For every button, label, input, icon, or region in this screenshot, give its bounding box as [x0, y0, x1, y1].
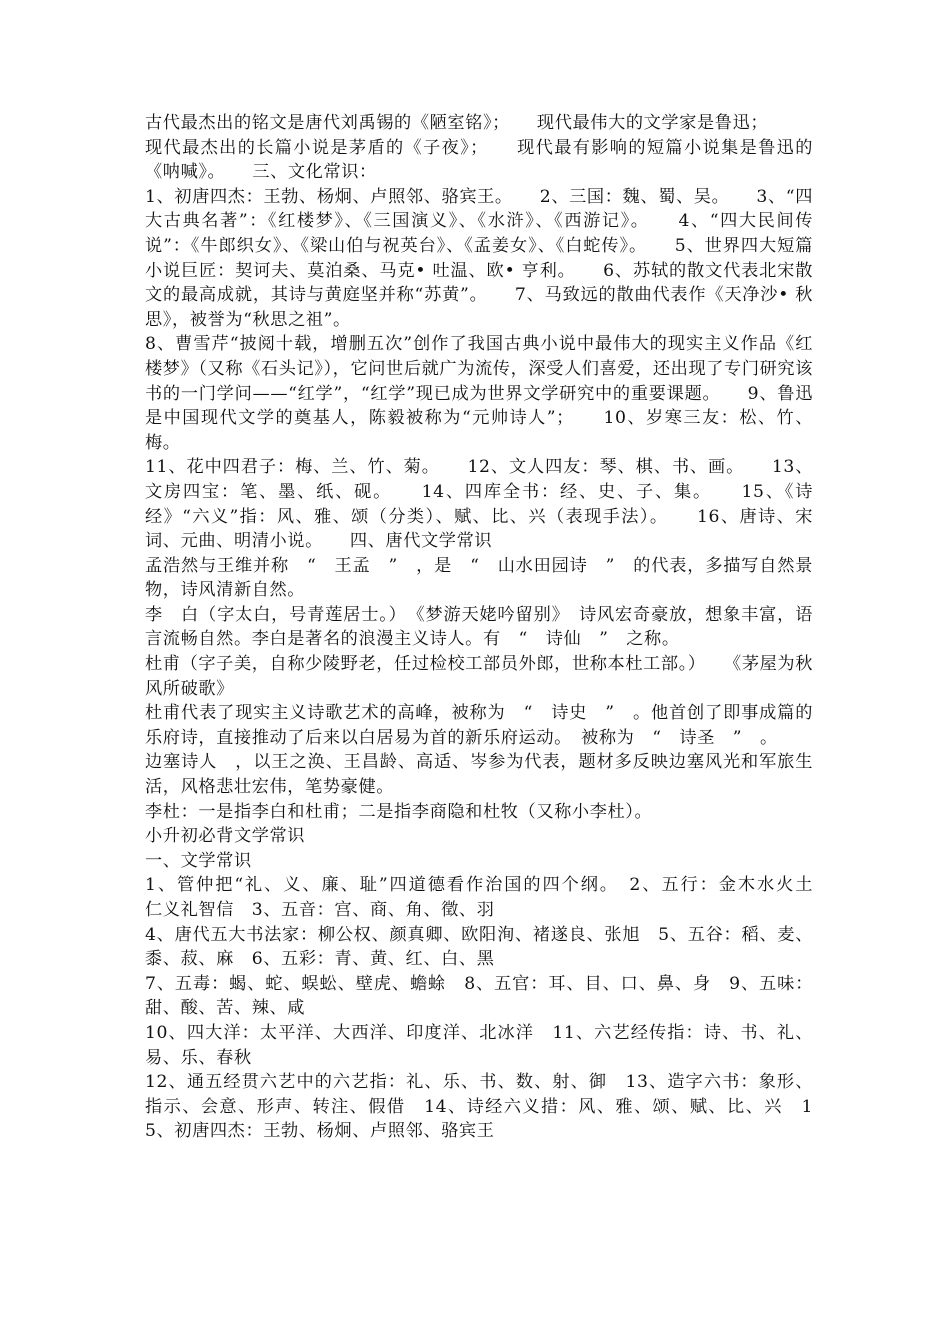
paragraph-du-fu-intro: 杜甫（字子美，自称少陵野老，任过检校工部员外郎，世称本杜工部。） 《茅屋为秋风所破歌》: [145, 654, 813, 699]
paragraph-cultural-knowledge-3: 11、花中四君子：梅、兰、竹、菊。 12、文人四友：琴、棋、书、画。 13、文房四宝：笔、墨、纸、砚。 14、四库全书：经、史、子、集。 15、《诗经》“六义”指：风、雅、颂（分类）、赋、比、兴（表现手法）。 16、唐诗、宋词、元曲、明清小说。 四、唐代文学常识: [145, 457, 813, 552]
list-paragraph-1: 1、管仲把“礼、义、廉、耻”四道德看作治国的四个纲。 2、五行：金木水火土 仁义礼智信 3、五音：宫、商、角、徵、羽: [145, 875, 920, 920]
subsection-heading: 一、文学常识: [145, 850, 252, 871]
document-body: [145, 111, 920, 1144]
paragraph-cultural-knowledge-2: 8、曹雪芹“披阅十载，增删五次”创作了我国古典小说中最伟大的现实主义作品《红楼梦》（又称《石头记》），它问世后就广为流传，深受人们喜爱，还出现了专门研究该书的一门学问——“红学”，“红学”现已成为世界文学研究中的重要课题。 9、鲁迅是中国现代文学的奠基人，陈毅被称为“元帅诗人”； 10、岁寒三友：松、竹、梅。: [145, 334, 813, 453]
paragraph-modern-novel: 现代最杰出的长篇小说是茅盾的《子夜》； 现代最有影响的短篇小说集是鲁迅的《呐喊》。 三、文化常识：: [145, 137, 813, 183]
paragraph-cultural-knowledge-1: 1、初唐四杰：王勃、杨炯、卢照邻、骆宾王。 2、三国：魏、蜀、吴。 3、“四大古典名著”：《红楼梦》、《三国演义》、《水浒》、《西游记》。 4、“四大民间传说”：《牛郎织女》、《梁山伯与祝英台》、《孟姜女》、《白蛇传》。 5、世界四大短篇小说巨匠：契诃夫、莫泊桑、马克• 吐温、欧• 亨利。 6、苏轼的散文代表北宋散文的最高成就，其诗与黄庭坚并称“苏黄”。 7、马致远的散曲代表作《天净沙• 秋思》，被誉为“秋思之祖”。: [145, 186, 813, 330]
paragraph-du-fu-realism: 杜甫代表了现实主义诗歌艺术的高峰，被称为 “ 诗史 ” 。他首创了即事成篇的乐府诗，直接推动了后来以白居易为首的新乐府运动。 被称为 “ 诗圣 ” 。: [145, 703, 813, 748]
list-paragraph-4: 10、四大洋：太平洋、大西洋、印度洋、北冰洋 11、六艺经传指：诗、书、礼、易、乐、春秋: [145, 1022, 813, 1068]
paragraph-li-bai: 李 白（字太白，号青莲居士。） 《梦游天姥吟留别》 诗风宏奇豪放，想象丰富，语言流畅自然。李白是著名的浪漫主义诗人。有 “ 诗仙 ” 之称。: [145, 604, 813, 650]
list-paragraph-5: 12、通五经贯六艺中的六艺指：礼、乐、书、数、射、御 13、造字六书：象形、指示、会意、形声、转注、假借 14、诗经六义措：风、雅、颂、赋、比、兴 15、初唐四杰：王勃、杨炯、卢照邻、骆宾王: [145, 1072, 813, 1142]
paragraph-li-du: 李杜：一是指李白和杜甫；二是指李商隐和杜牧（又称小李杜）。: [145, 801, 653, 822]
paragraph-meng-haoran: 孟浩然与王维并称 “ 王孟 ” ，是 “ 山水田园诗 ” 的代表，多描写自然景物，诗风清新自然。: [145, 555, 813, 601]
list-paragraph-3: 7、五毒：蝎、蛇、蜈蚣、壁虎、蟾蜍 8、五官：耳、目、口、鼻、身 9、五味：甜、酸、苦、辣、咸: [145, 973, 813, 1019]
paragraph-frontier-poets: 边塞诗人 ，以王之涣、王昌龄、高适、岑参为代表，题材多反映边塞风光和军旅生活，风格悲壮宏伟，笔势豪健。: [145, 752, 813, 798]
section-heading: 小升初必背文学常识: [145, 826, 306, 847]
list-paragraph-2: 4、唐代五大书法家：柳公权、颜真卿、欧阳洵、褚遂良、张旭 5、五谷：稻、麦、黍、菽、麻 6、五彩：青、黄、红、白、黑: [145, 924, 813, 970]
paragraph-ancient-inscription: 古代最杰出的铭文是唐代刘禹锡的《陋室铭》； 现代最伟大的文学家是鲁迅；: [145, 113, 769, 133]
